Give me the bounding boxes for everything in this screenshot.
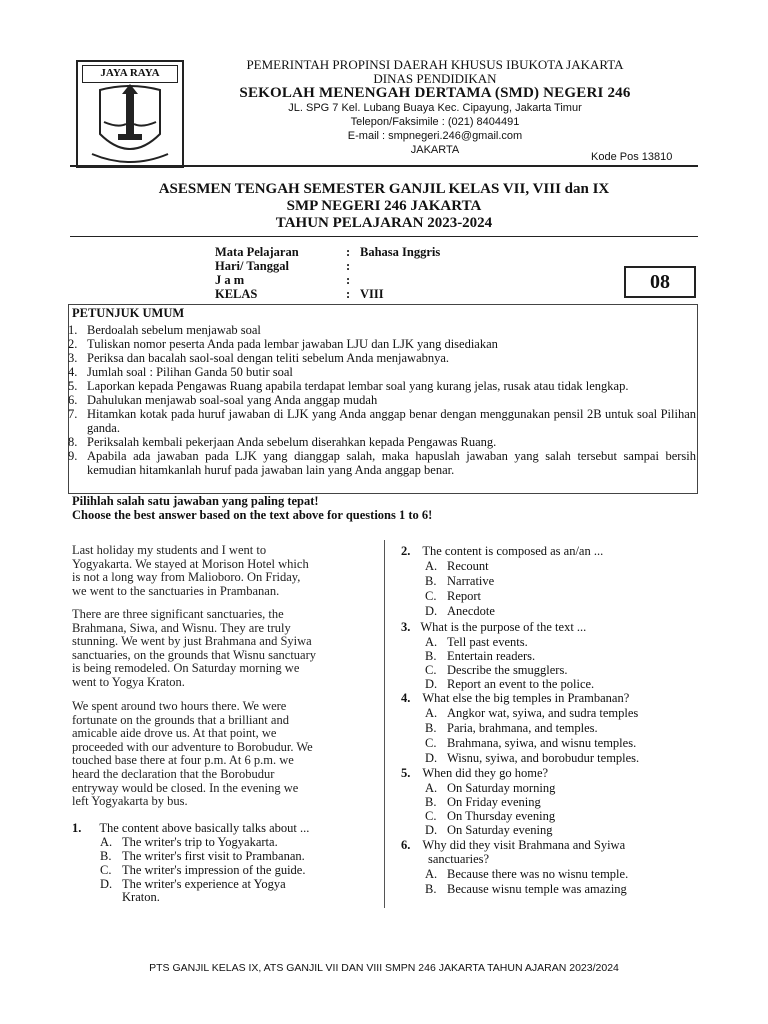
option-2a[interactable]: A. Recount bbox=[425, 559, 489, 573]
exam-title: ASESMEN TENGAH SEMESTER GANJIL KELAS VII, VIII dan IX bbox=[158, 181, 610, 197]
instructions-list bbox=[68, 323, 696, 477]
option-6b[interactable]: B. Because wisnu temple was amazing bbox=[425, 882, 627, 896]
reading-paragraph-1: Last holiday my students and I went to Yogyakarta. We stayed at Morison Hotel which is not a long way from Malioboro. On Friday, we went to the sanctuaries in Prambanan. bbox=[72, 543, 309, 598]
list-item: 4. Jumlah soal : Pilihan Ganda 50 butir soal bbox=[68, 365, 293, 379]
title-divider bbox=[70, 236, 698, 237]
option-2d[interactable]: D. Anecdote bbox=[425, 604, 495, 618]
list-item: 9. Apabila ada jawaban pada LJK yang dianggap salah, maka hapuslah jawaban yang salah tersebut sampai bersih kemudian hitamkanlah huruf pada jawaban lain yang Anda anggap benar. bbox=[68, 449, 696, 477]
option-5d[interactable]: D. On Saturday evening bbox=[425, 823, 553, 837]
option-5c[interactable]: C. On Thursday evening bbox=[425, 809, 556, 823]
header-department: DINAS PENDIDIKAN bbox=[373, 71, 497, 86]
option-4a[interactable]: A. Angkor wat, syiwa, and sudra temples bbox=[425, 706, 639, 720]
logo-ribbon: JAYA RAYA bbox=[82, 65, 178, 83]
question-6: 6. Why did they visit Brahmana and Syiwa bbox=[401, 838, 626, 852]
school-logo bbox=[76, 60, 184, 168]
option-4b[interactable]: B. Paria, brahmana, and temples. bbox=[425, 721, 598, 735]
header-city: JAKARTA bbox=[410, 144, 460, 156]
option-3d[interactable]: D. Report an event to the police. bbox=[425, 677, 595, 691]
question-4: 4. What else the big temples in Prambanan? bbox=[401, 691, 630, 705]
question-2: 2. The content is composed as an/an ... bbox=[401, 544, 604, 558]
option-4c[interactable]: C. Brahmana, syiwa, and wisnu temples. bbox=[425, 736, 637, 750]
option-4d[interactable]: D. Wisnu, syiwa, and borobudur temples. bbox=[425, 751, 640, 765]
option-5a[interactable]: A. On Saturday morning bbox=[425, 781, 556, 795]
postal-code: Kode Pos 13810 bbox=[591, 151, 673, 163]
reading-paragraph-2: There are three significant sanctuaries, the Brahmana, Siwa, and Wisnu. They are truly stunning. We went by just Brahmana and Syiwa sanctuaries, on the grounds that Wisnu sanctuary is being remodeled. On Saturday morning we went to Yogya Kraton. bbox=[72, 607, 317, 689]
header-government: PEMERINTAH PROPINSI DAERAH KHUSUS IBUKOTA JAKARTA bbox=[246, 57, 624, 72]
reading-paragraph-3: We spent around two hours there. We were fortunate on the grounds that a brilliant and amicable aide drove us. At that point, we proceeded with our adventure to Borobudur. We touched base there at four p.m. At 6 p.m. we heard the declaration that the Borobudur entryway would be closed. In the evening we left Yogyakarta by bus. bbox=[72, 699, 313, 809]
question-3: 3. What is the purpose of the text ... bbox=[401, 620, 587, 634]
option-3a[interactable]: A. Tell past events. bbox=[425, 635, 528, 649]
question-5: 5. When did they go home? bbox=[401, 766, 549, 780]
header-email: E-mail : smpnegeri.246@gmail.com bbox=[347, 130, 523, 142]
list-item: 6. Dahulukan menjawab soal-soal yang Anda anggap mudah bbox=[68, 393, 378, 407]
option-2c[interactable]: C. Report bbox=[425, 589, 482, 603]
instruction-id: Pilihlah salah satu jawaban yang paling tepat! bbox=[72, 494, 319, 508]
option-1d-continued: Kraton. bbox=[122, 890, 160, 904]
question-6-continued: sanctuaries? bbox=[428, 852, 490, 866]
list-item: 7. Hitamkan kotak pada huruf jawaban di LJK yang Anda anggap benar dengan menggunakan pensil 2B untuk soal Pilihan ganda. bbox=[68, 407, 696, 435]
header-school-name: SEKOLAH MENENGAH DERTAMA (SMD) NEGERI 246 bbox=[239, 85, 631, 101]
option-3b[interactable]: B. Entertain readers. bbox=[425, 649, 536, 663]
exam-school: SMP NEGERI 246 JAKARTA bbox=[286, 198, 482, 214]
header-divider bbox=[70, 165, 698, 167]
header-address: JL. SPG 7 Kel. Lubang Buaya Kec. Cipayung, Jakarta Timur bbox=[288, 102, 582, 114]
instruction-en: Choose the best answer based on the text above for questions 1 to 6! bbox=[72, 508, 433, 522]
instructions-heading: PETUNJUK UMUM bbox=[72, 306, 185, 320]
page-footer: PTS GANJIL KELAS IX, ATS GANJIL VII DAN VIII SMPN 246 JAKARTA TAHUN AJARAN 2023/2024 bbox=[149, 962, 619, 974]
option-1c[interactable]: C. The writer's impression of the guide. bbox=[100, 863, 306, 877]
option-5b[interactable]: B. On Friday evening bbox=[425, 795, 541, 809]
option-1a[interactable]: A. The writer's trip to Yogyakarta. bbox=[100, 835, 278, 849]
column-divider bbox=[384, 540, 385, 908]
monas-emblem-icon bbox=[78, 82, 182, 168]
list-item: 5. Laporkan kepada Pengawas Ruang apabila terdapat lembar soal yang kurang jelas, rusak atau tidak lengkap. bbox=[68, 379, 629, 393]
exam-year: TAHUN PELAJARAN 2023-2024 bbox=[275, 215, 493, 231]
option-6a[interactable]: A. Because there was no wisnu temple. bbox=[425, 867, 629, 881]
list-item: 1. Berdoalah sebelum menjawab soal bbox=[68, 323, 261, 337]
exam-code-box: 08 bbox=[624, 266, 696, 298]
question-1: 1. The content above basically talks about ... bbox=[72, 821, 310, 835]
option-1d[interactable]: D. The writer's experience at Yogya bbox=[100, 877, 286, 891]
list-item: 8. Periksalah kembali pekerjaan Anda sebelum diserahkan kepada Pengawas Ruang. bbox=[68, 435, 497, 449]
list-item: 3. Periksa dan bacalah saol-soal dengan teliti sebelum Anda menjawabnya. bbox=[68, 351, 450, 365]
option-1b[interactable]: B. The writer's first visit to Prambanan. bbox=[100, 849, 305, 863]
option-3c[interactable]: C. Describe the smugglers. bbox=[425, 663, 568, 677]
header-phone: Telepon/Faksimile : (021) 8404491 bbox=[350, 116, 520, 128]
option-2b[interactable]: B. Narrative bbox=[425, 574, 495, 588]
list-item: 2. Tuliskan nomor peserta Anda pada lembar jawaban LJU dan LJK yang disediakan bbox=[68, 337, 498, 351]
